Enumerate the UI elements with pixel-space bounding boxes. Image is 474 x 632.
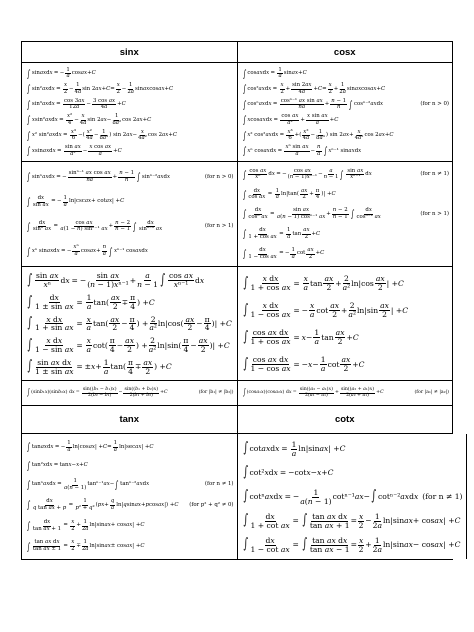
formula: ∫ x ⁿ cos ax d x = $\frac{\text{xⁿ sin ax}}{a}$ − n a ∫ x ⁿ⁻¹ sin ax d x [242,144,362,158]
header-row [21,41,453,62]
note-n-gt-0: (for n > 0) [204,173,234,180]
formula: ∫ x ⁿ sin ax d x = − $\frac{\text{xⁿ}}{a}$ cos ax + n a ∫ x ⁿ⁻¹ cos ax d x [27,244,148,258]
note-n-gt-0: (for n > 0) [420,101,449,108]
note-p-q: (for p² + q² ≠ 0) [189,501,234,508]
formula: ∫ sin ax xⁿ d x = − $\frac{\text{sin ax}}{\text{(n − 1)xⁿ⁻¹}}$ + a n − 1 ∫ cos ax xⁿ⁻¹ d x [27,271,205,290]
formula: ∫ cot ax d x = $\frac{1}{a}$ ln|sin ax | + C [243,439,346,458]
note-n-ne-1: (for n ≠ 1) [204,481,234,488]
formula: ∫ $\frac{\text{x dx}}{\text{1 − sin ax}}$ = $\frac{x}{a}$ cot( π 4 − ax 2 ) + 2 a² ln|sin( π 4 − ax 2 )| + C [27,336,230,355]
sin-rational-integrals [22,267,238,380]
formula: ∫ (cos a ₁ x )(cos a ₂ x ) d x = $\frac{\text{sin((a₂ − a₁)x)}}{\text{2(a₂ − a₁)}}$ + sin((a₂ + a₁)x) 2(a₂ + a₁) + C (for |a₁| ≠ |a₂|) [242,387,449,398]
formula: ∫ $\frac{dx}{\text{1 + cos ax}}$ = $\frac{1}{a}$ tan ax 2 + C [242,227,321,241]
formula-row-1 [21,62,453,161]
formula: ∫ sin³ ax d x = $\frac{\cos 3ax}{12a}$ − 3 cos ax 4a + C [27,97,126,111]
formula: ∫ cos ax d x = $\frac{1}{a}$ sin ax + C [242,66,307,80]
header-row-2 [21,405,453,433]
note-a1-ne-a2: (for |a₁| ≠ |a₂|) [414,390,449,396]
cos-product-integral [238,381,454,405]
formula: ∫ $\frac{\text{sin ax dx}}{\text{1 ± sin ax}}$ = ± x + 1 a tan( π 4 ∓ ax 2 ) + C [27,357,172,376]
integral-table [21,41,463,560]
formula: ∫ sinⁿ ax d x = − $\frac{\text{sinⁿ⁻¹ ax cos ax}}{na}$ + n − 1 n ∫ sinⁿ⁻² ax d x (for n > 0) [27,170,234,184]
formula-row-4 [21,380,453,405]
formula: ∫ $\frac{dx}{\text{sin ax}}$ = − $\frac{1}{a}$ ln|csc ax + cot ax | + C [27,194,125,209]
formula: ∫ tan ax d x = − $\frac{1}{a}$ ln|cos ax | + C = 1 a ln|sec ax | + C [27,440,154,454]
cot-header: cotx [238,406,454,433]
formula: ∫ cot² x d x = −cot x − x + C [243,464,334,481]
formula: ∫ cosⁿ ax d x = $\frac{\text{cosⁿ⁻¹ ax sin ax}}{na}$ + n − 1 n ∫ cosⁿ⁻² ax d x (for n > 0) [242,97,449,111]
note-n-ne-1: (for n ≠ 1) [422,492,463,502]
sin-basic-integrals [22,63,238,161]
formula-row-3 [21,266,453,380]
formula: ∫ x ² sin² ax d x = $\frac{\text{x³}}{6}$ −( x² 4a − 1 8a³ ) sin 2 ax − x 4a² cos 2 ax + C [27,128,177,142]
formula: ∫ $\frac{dx}{\text{cosⁿ ax}}$ = $\frac{\text{sin ax}}{\text{a(n − 1) cosⁿ⁻¹ ax}}$ + n − 2 n − 1 ∫ dx cosⁿ⁻² ax (for n > 1) [242,207,449,221]
note-b1-ne-b2: (for |b₁| ≠ |b₂|) [198,390,234,396]
formula: ∫ $\frac{dx}{\text{1 + cot ax}}$ = ∫ tan ax dx tan ax + 1 = x 2 − 1 2a ln|sin ax + cos ax | + C [243,511,461,530]
formula: ∫ $\frac{dx}{\text{sinⁿ ax}}$ = $\frac{\text{cos ax}}{\text{a(1 − n) sinⁿ⁻¹ ax}}$ + n − 2 n − 1 ∫ dx sinⁿ⁻² ax (for n > 1) [27,219,234,233]
cos-rational-integrals [238,267,454,380]
formula: ∫ $\frac{dx}{\text{q tan ax + p}}$ = $\frac{1}{\text{p² + q²}}$ ( px + q a ln| q sin ax + p cos ax |) + C (for p² + q² ≠ 0) [27,498,234,512]
note-n-gt-1: (for n > 1) [420,210,449,217]
tan-header: tanx [22,406,238,433]
formula: ∫ tan² x d x = tan x − x + C [27,460,88,473]
formula: ∫ $\frac{\text{x dx}}{\text{1 + sin ax}}$ = $\frac{x}{a}$ tan( ax 2 − π 4 ) + 2 a² ln|cos( ax 2 − π 4 )| + C [27,314,232,333]
formula: ∫ (sin b ₁ x )(sin b ₂ x ) d x = $\frac{\text{sin((b₂ − b₁)x)}}{\text{2(b₂ − b₁)}}$ − sin((b₁ + b₂)x) 2(b₁ + b₂) + C (for |b₁| ≠ |b₂|) [26,387,234,398]
formula: ∫ x sin² ax d x = $\frac{\text{x²}}{4}$ − x 4a sin 2 ax − 1 8a² cos 2 ax + C [27,113,152,127]
formula: ∫ $\frac{dx}{\text{1 − cos ax}}$ = − $\frac{1}{a}$ cot ax 2 + C [242,246,325,260]
formula: ∫ sin ax d x = − $\frac{1}{a}$ cos ax + C [27,66,96,80]
formula: ∫ cos² ax d x = $\frac{x}{2}$ + sin 2ax 4a + C = x 2 + 1 2a sin ax cos ax + C [242,82,386,96]
formula: ∫ $\frac{\text{tan ax dx}}{\text{tan ax ± 1}}$ = $\frac{x}{2}$ ∓ 1 2a ln|sin ax ± cos ax | + C [27,539,145,553]
formula: ∫ $\frac{\text{x dx}}{\text{1 − cos ax}}$ = − $\frac{x}{a}$ cot ax 2 + 2 a² ln|sin ax 2 | + C [243,301,409,319]
cot-integrals [238,434,467,559]
tan-integrals [22,434,238,559]
sin-header: sinx [22,42,238,62]
note-n-gt-1: (for n > 1) [204,223,234,230]
formula: ∫ x ² cos² ax d x = $\frac{\text{x³}}{6}$ +( x² 4a − 1 8a³ ) sin 2 ax + x 4a² cos 2 ax + C [242,128,394,142]
formula-row-2 [21,161,453,266]
formula: ∫ tanⁿ ax d x = $\frac{1}{a(n - 1)}$ tanⁿ⁻¹ ax − ∫ tanⁿ⁻² ax d x (for n ≠ 1) [27,477,234,491]
cos-header: cosx [238,42,454,62]
cos-basic-integrals [238,63,454,161]
formula: ∫ $\frac{dx}{\text{tan ax + 1}}$ = $\frac{x}{2}$ + 1 2a ln|sin ax + cos ax | + C [27,518,145,532]
formula: ∫ sin² ax d x = $\frac{x}{2}$ − 1 4a sin 2 ax + C = x 2 − 1 2a sin ax cos ax + C [27,82,174,96]
note-n-ne-1: (for n ≠ 1) [420,171,449,178]
sin-product-integral [22,381,238,405]
formula: ∫ cos ax xⁿ d x = − $\frac{\text{cos ax}}{\text{(n − 1)xⁿ⁻¹}}$ − a n − 1 ∫ sin ax xⁿ⁻¹ d x (for n ≠ 1) [242,167,449,181]
formula: ∫ $\frac{dx}{\text{1 ± sin ax}}$ = $\frac{1}{a}$ tan( ax 2 ∓ π 4 ) + C [27,292,155,311]
formula: ∫ cotⁿ ax d x = − $\frac{1}{a(n - 1)}$ cotⁿ⁻¹ ax − ∫ cotⁿ⁻² ax d x (for n ≠ 1) [243,487,463,506]
formula: ∫ x sin ax d x = $\frac{\text{sin ax}}{\text{a²}}$ − x cos ax a + C [27,144,122,158]
formula: ∫ $\frac{\text{cos ax dx}}{\text{1 + cos ax}}$ = x − 1 a tan ax 2 + C [243,328,359,346]
formula: ∫ $\frac{\text{cos ax dx}}{\text{1 − cos ax}}$ = − x − 1 a cot ax 2 + C [243,355,365,373]
formula: ∫ x cos ax d x = $\frac{\text{cos ax}}{\text{a²}}$ + x sin ax a + C [242,113,339,127]
formula-row-5 [21,433,463,560]
formula: ∫ $\frac{dx}{\text{1 − cot ax}}$ = ∫ tan ax dx tan ax − 1 = x 2 + 1 2a ln|sin ax − cos ax | + C [243,535,461,554]
formula: ∫ $\frac{\text{x dx}}{\text{1 + cos ax}}$ = $\frac{x}{a}$ tan ax 2 + 2 a² ln|cos ax 2 | + C [243,274,404,292]
cos-reduction-integrals [238,162,454,266]
formula: ∫ $\frac{dx}{\text{cos ax}}$ = $\frac{1}{a}$ ln|tan( ax 2 + π 4 )| + C [242,187,336,201]
sin-reduction-integrals [22,162,238,266]
